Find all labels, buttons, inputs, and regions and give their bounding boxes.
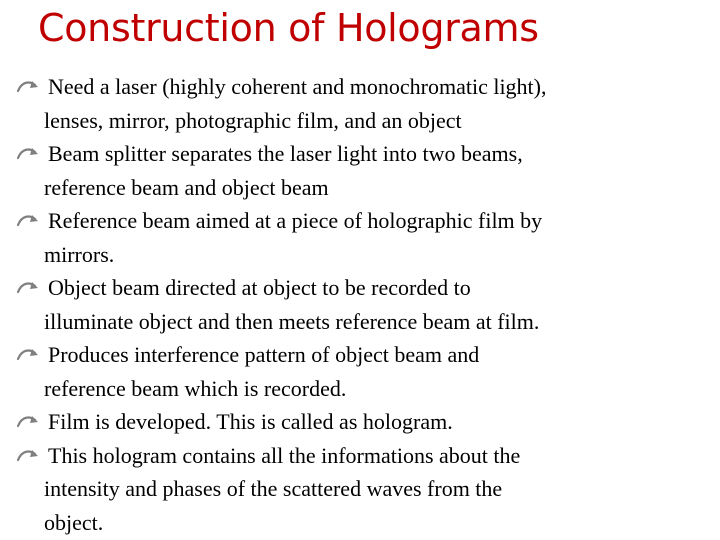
bullet-line: This hologram contains all the informations about the [48,442,521,468]
bullet-item [14,271,714,338]
curved-arrow-bullet-icon [16,338,46,372]
curved-arrow-bullet-icon [16,70,46,104]
bullet-line: intensity and phases of the scattered waves from the [44,476,503,501]
bullet-line: Need a laser (highly coherent and monochromatic light), [48,74,547,99]
curved-arrow-bullet-icon [16,137,46,171]
curved-arrow-bullet-icon [16,405,46,439]
bullet-line: Reference beam aimed at a piece of holographic film by [48,208,543,233]
bullet-item [14,338,714,405]
curved-arrow-bullet-icon [16,204,46,238]
bullet-line: illuminate object and then meets reference beam at film. [44,308,540,334]
bullet-line: reference beam which is recorded. [44,375,347,401]
slide-title: Construction of Holograms [38,6,539,50]
bullet-line: Film is developed. This is called as hologram. [48,409,453,434]
bullet-item [14,439,714,540]
bullet-line: Object beam directed at object to be recorded to [48,275,471,300]
bullet-line: mirrors. [44,241,115,267]
bullet-item [14,137,714,204]
bullet-line: lenses, mirror, photographic film, and an object [44,107,462,133]
bullet-line: object. [44,509,104,535]
bullet-item [14,204,714,271]
curved-arrow-bullet-icon [16,439,46,473]
bullet-line: Beam splitter separates the laser light into two beams, [48,141,523,166]
bullet-item [14,405,714,439]
bullet-line: Produces interference pattern of object beam and [48,342,480,367]
bullet-line: reference beam and object beam [44,174,329,200]
bullet-item [14,70,714,137]
bullet-list [14,70,714,539]
curved-arrow-bullet-icon [16,271,46,305]
